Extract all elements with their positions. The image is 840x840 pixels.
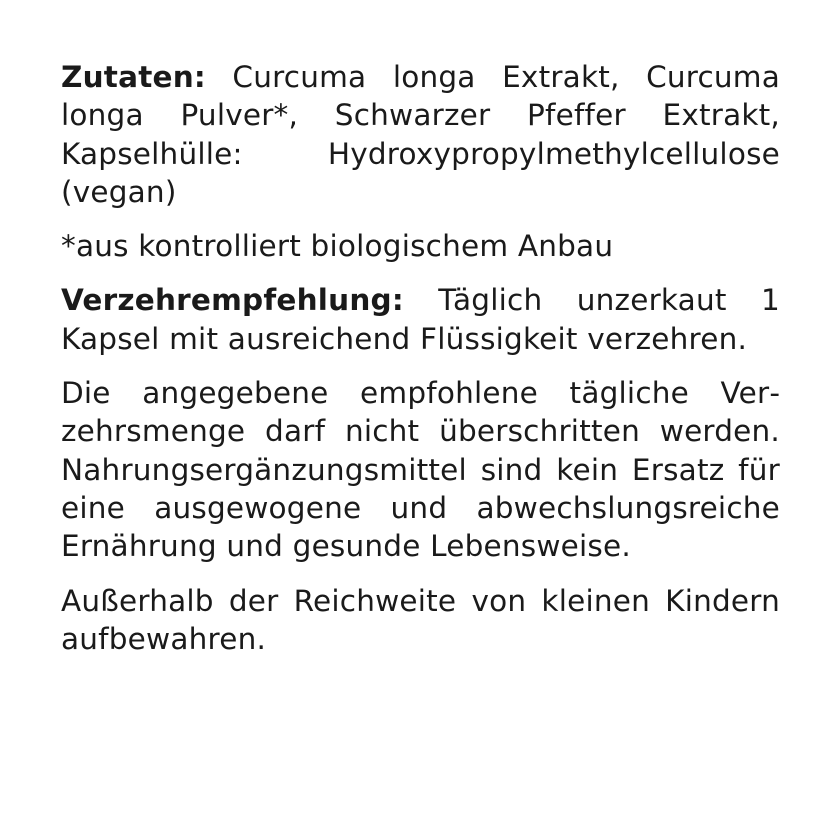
ingredients-text: Curcuma longa Extrakt, Curcuma longa Pulver*, Schwarzer Pfeffer Extrakt, Kapselhülle: Hydroxypropylmethylcellulose (vegan) bbox=[61, 60, 780, 209]
recommendation-paragraph bbox=[61, 281, 780, 358]
organic-note: *aus kontrolliert biologischem Anbau bbox=[61, 229, 614, 264]
recommendation-text: Täglich unzerkaut 1 Kapsel mit ausreichend Flüssigkeit verzehren. bbox=[61, 283, 780, 356]
ingredients-heading: Zutaten: bbox=[61, 60, 206, 94]
intake-warning: Die angegebene empfohlene tägliche Verzehrsmenge darf nicht überschritten werden. Nahrungsergänzungsmittel sind kein Ersatz für eine ausgewogene und abwechslungsreiche Ernährung und gesunde Lebensweise. bbox=[61, 376, 780, 564]
recommendation-heading: Verzehrempfehlung: bbox=[61, 283, 404, 318]
ingredients-paragraph bbox=[61, 58, 780, 211]
product-label-text bbox=[61, 58, 780, 674]
children-warning: Außerhalb der Reichweite von kleinen Kindern aufbewahren. bbox=[61, 583, 780, 656]
